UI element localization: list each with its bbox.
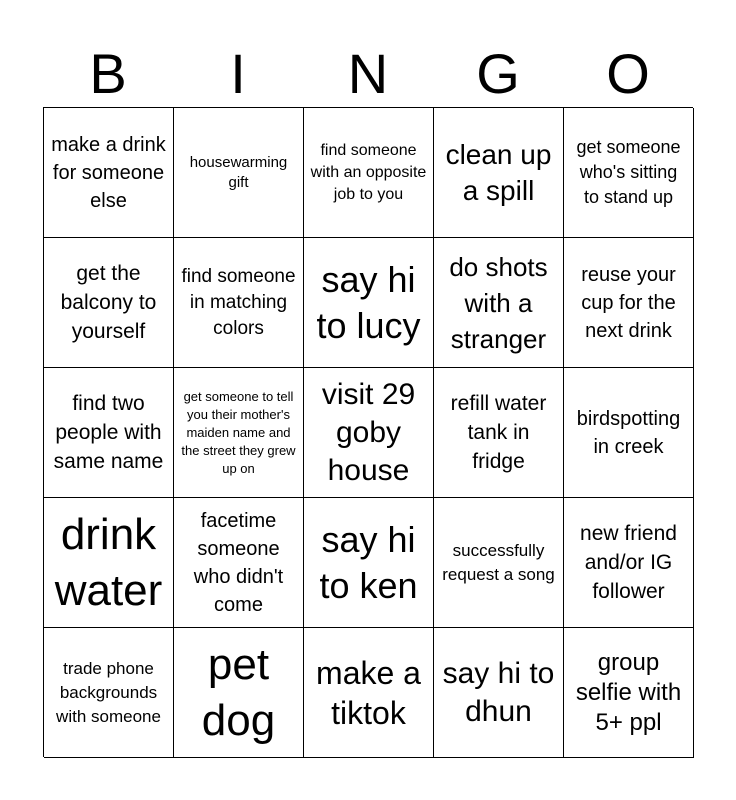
bingo-header — [43, 40, 693, 108]
bingo-cell-text: get someone to tell you their mother's maiden name and the street they grew up on — [181, 388, 296, 476]
bingo-cell-r4-c2[interactable] — [174, 498, 304, 628]
bingo-cell-r4-c1[interactable] — [44, 498, 174, 628]
bingo-cell-r1-c1[interactable] — [44, 108, 174, 238]
header-letter-n: N — [347, 42, 389, 105]
bingo-cell-text: facetime someone who didn't come — [193, 509, 284, 616]
bingo-cell-r1-c2[interactable] — [174, 108, 304, 238]
bingo-cell-text: drink water — [54, 509, 163, 615]
bingo-cell-r5-c5[interactable] — [564, 628, 694, 758]
bingo-cell-text: reuse your cup for the next drink — [581, 263, 676, 342]
bingo-cell-r4-c5[interactable] — [564, 498, 694, 628]
bingo-cell-r5-c2[interactable] — [174, 628, 304, 758]
bingo-cell-text: pet dog — [201, 639, 276, 745]
bingo-cell-r3-c5[interactable] — [564, 368, 694, 498]
bingo-cell-r1-c5[interactable] — [564, 108, 694, 238]
bingo-cell-text: do shots with a stranger — [449, 251, 548, 354]
bingo-cell-r4-c3[interactable] — [304, 498, 434, 628]
bingo-cell-r1-c3[interactable] — [304, 108, 434, 238]
bingo-cell-r2-c4[interactable] — [434, 238, 564, 368]
bingo-cell-text: refill water tank in fridge — [450, 392, 547, 473]
bingo-cell-text: say hi to ken — [319, 518, 418, 606]
bingo-cell-text: new friend and/or IG follower — [580, 522, 677, 603]
header-letter-g: G — [476, 42, 520, 105]
bingo-cell-r2-c2[interactable] — [174, 238, 304, 368]
bingo-cell-text: find someone in matching colors — [181, 265, 296, 339]
bingo-cell-r5-c3[interactable] — [304, 628, 434, 758]
bingo-cell-text: group selfie with 5+ ppl — [575, 648, 682, 736]
bingo-cell-text: visit 29 goby house — [321, 377, 416, 487]
bingo-cell-text: birdspotting in creek — [576, 407, 681, 458]
bingo-cell-text: say hi to lucy — [316, 258, 421, 346]
bingo-cell-r4-c4[interactable] — [434, 498, 564, 628]
bingo-cell-r3-c1[interactable] — [44, 368, 174, 498]
bingo-cell-text: find two people with same name — [53, 392, 164, 473]
header-letter-i: I — [230, 42, 246, 105]
bingo-cell-text: housewarming gift — [189, 153, 288, 191]
bingo-cell-r2-c1[interactable] — [44, 238, 174, 368]
bingo-cell-text: successfully request a song — [442, 540, 555, 584]
bingo-cell-text: get someone who's sitting to stand up — [576, 137, 681, 207]
bingo-cell-r3-c3[interactable] — [304, 368, 434, 498]
bingo-cell-r3-c4[interactable] — [434, 368, 564, 498]
bingo-cell-text: trade phone backgrounds with someone — [56, 658, 161, 726]
bingo-cell-r5-c4[interactable] — [434, 628, 564, 758]
bingo-cell-text: make a drink for someone else — [51, 133, 166, 212]
bingo-cell-r3-c2[interactable] — [174, 368, 304, 498]
bingo-cell-r2-c5[interactable] — [564, 238, 694, 368]
bingo-cell-text: get the balcony to yourself — [60, 262, 157, 343]
bingo-cell-r2-c3[interactable] — [304, 238, 434, 368]
bingo-cell-text: say hi to dhun — [442, 656, 555, 728]
bingo-board — [43, 107, 693, 757]
bingo-cell-text: make a tiktok — [316, 654, 421, 731]
bingo-cell-r5-c1[interactable] — [44, 628, 174, 758]
bingo-cell-text: find someone with an opposite job to you — [310, 141, 427, 203]
header-letter-o: O — [606, 42, 650, 105]
header-letter-b: B — [89, 42, 127, 105]
bingo-cell-text: clean up a spill — [445, 138, 552, 206]
bingo-cell-r1-c4[interactable] — [434, 108, 564, 238]
